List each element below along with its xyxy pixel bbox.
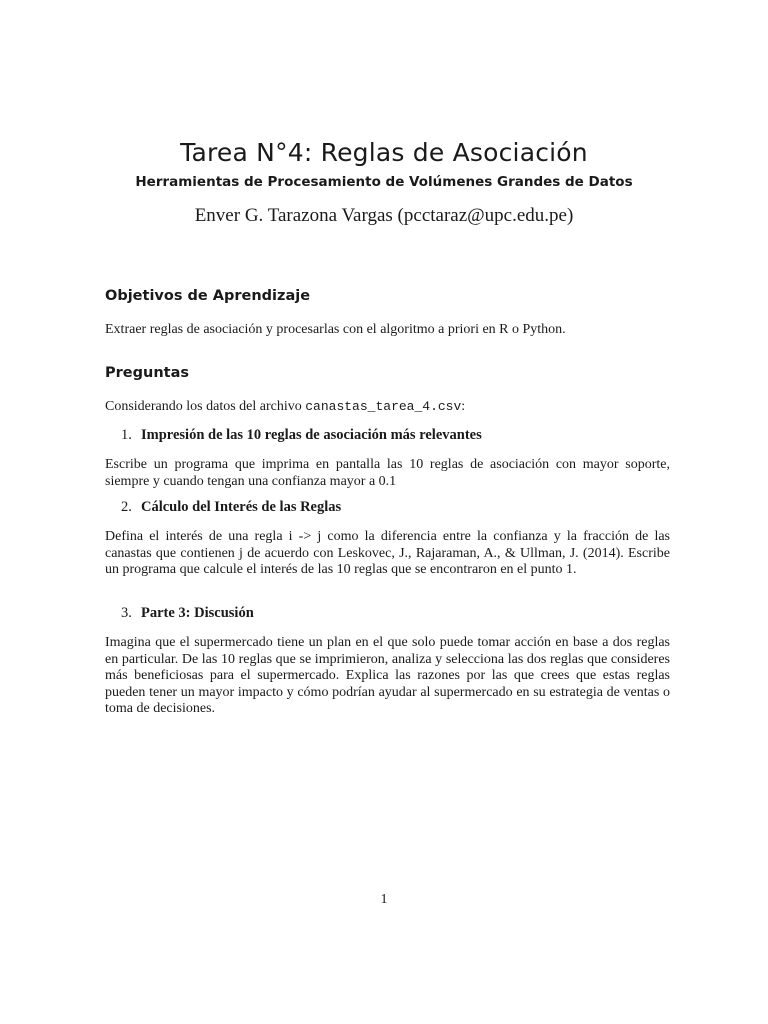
question-1-text: Escribe un programa que imprima en pantalla las 10 reglas de asociación con mayor soporte, siempre y cuando tengan una confianza mayor a 0.1 [105,457,670,489]
question-2-text: Defina el interés de una regla i -> j como la diferencia entre la confianza y la fracción de las canastas que contienen j de acuerdo con Leskovec, J., Rajaraman, A., & Ullman, J. (2014). Escribe un programa que calcule el interés de las 10 reglas que se encontraron en el punto 1. [105,529,670,577]
question-1-heading [121,427,482,444]
question-3-heading [121,605,254,622]
question-1-number: 1. [121,427,132,443]
objectives-text: Extraer reglas de asociación y procesarlas con el algoritmo a priori en R o Python. [105,322,566,337]
objectives-heading: Objetivos de Aprendizaje [105,288,311,304]
question-2-heading [121,499,341,516]
document-title: Tarea N°4: Reglas de Asociación [180,138,588,167]
questions-intro-file: canastas_tarea_4.csv [305,399,462,414]
question-3-number: 3. [121,605,132,621]
document-subtitle: Herramientas de Procesamiento de Volúmenes Grandes de Datos [135,174,633,190]
questions-intro [105,399,670,416]
questions-intro-suffix: : [461,399,466,414]
document-author: Enver G. Tarazona Vargas (pcctaraz@upc.edu.pe) [194,205,574,226]
questions-intro-prefix: Considerando los datos del archivo [105,399,306,414]
question-2-title: Cálculo del Interés de las Reglas [141,499,342,515]
questions-heading: Preguntas [105,365,189,381]
question-3-text: Imagina que el supermercado tiene un plan en el que solo puede tomar acción en base a dos reglas en particular. De las 10 reglas que se imprimieron, analiza y selecciona las dos reglas que consideres más beneficiosas para el supermercado. Explica las razones por las que crees que estas reglas pueden tener un mayor impacto y cómo podrían ayudar al supermercado en su estrategia de ventas o toma de decisiones. [105,635,670,716]
question-3-title: Parte 3: Discusión [141,605,254,621]
page-number: 1 [380,892,388,907]
question-2-number: 2. [121,499,132,515]
question-1-title: Impresión de las 10 reglas de asociación más relevantes [141,427,482,443]
